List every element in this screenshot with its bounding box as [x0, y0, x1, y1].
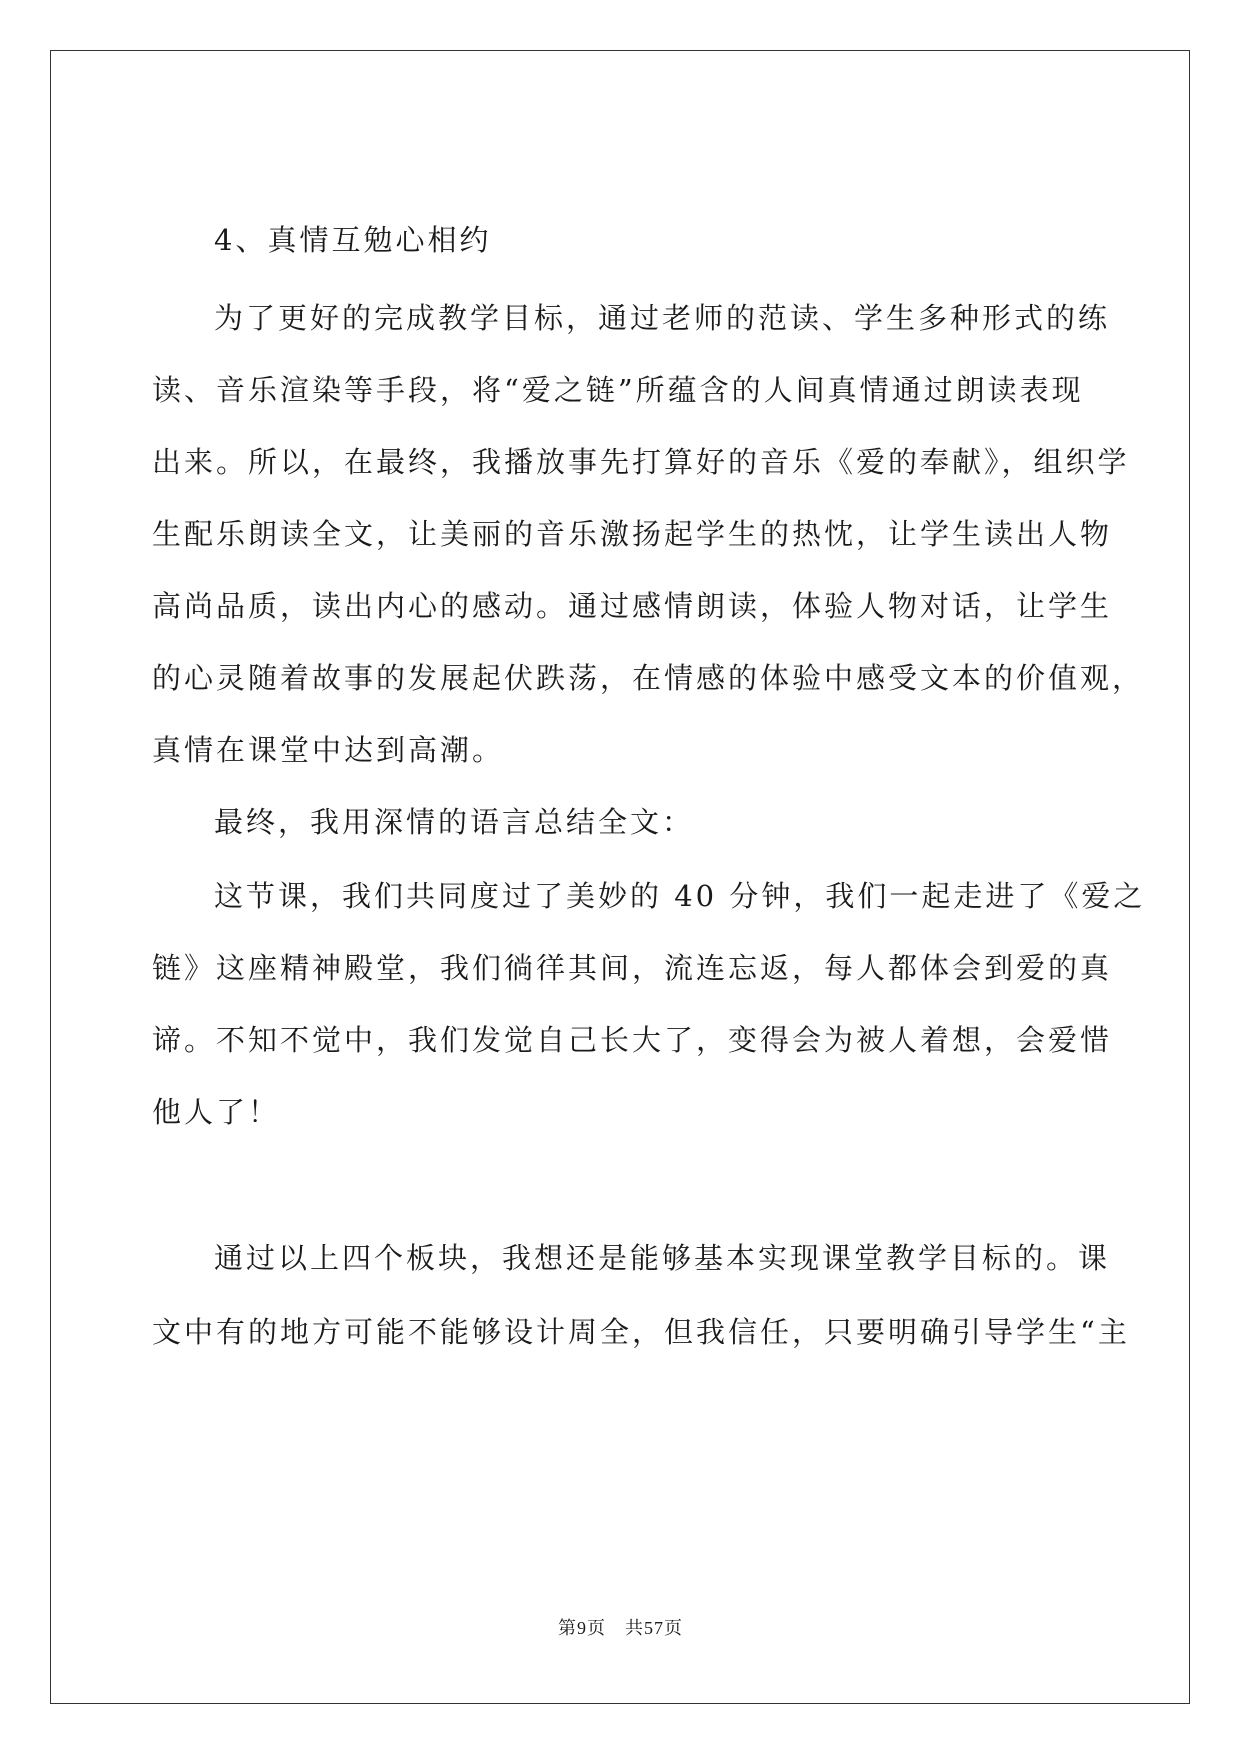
paragraph-line: 为了更好的完成教学目标，通过老师的范读、学生多种形式的练: [214, 301, 1111, 335]
page-current: 9: [577, 1618, 587, 1638]
paragraph-line: 读、音乐渲染等手段，将“爱之链”所蕴含的人间真情通过朗读表现: [152, 373, 1084, 407]
paragraph-line: 生配乐朗读全文，让美丽的音乐激扬起学生的热忱，让学生读出人物: [152, 517, 1113, 551]
page-suffix: 页: [664, 1618, 683, 1639]
paragraph-line: 的心灵随着故事的发展起伏跌荡，在情感的体验中感受文本的价值观，: [152, 661, 1145, 695]
paragraph-line: 真情在课堂中达到高潮。: [152, 733, 505, 767]
page-footer: [0, 1614, 1241, 1640]
page-prefix: 第: [558, 1618, 577, 1639]
paragraph-line: 高尚品质，读出内心的感动。通过感情朗读，体验人物对话，让学生: [152, 589, 1113, 623]
paragraph-line: 谛。不知不觉中，我们发觉自己长大了，变得会为被人着想，会爱惜: [152, 1023, 1113, 1057]
paragraph-line: 文中有的地方可能不能够设计周全，但我信任，只要明确引导学生“主: [152, 1315, 1130, 1349]
page-mid: 页 共: [587, 1618, 644, 1639]
paragraph-line: 最终，我用深情的语言总结全文：: [214, 805, 695, 839]
paragraph-line: 他人了！: [152, 1095, 281, 1129]
section-heading: 4、真情互勉心相约: [214, 223, 492, 257]
paragraph-line: 通过以上四个板块，我想还是能够基本实现课堂教学目标的。课: [214, 1241, 1111, 1275]
paragraph-line: 这节课，我们共同度过了美妙的 40 分钟，我们一起走进了《爱之: [214, 879, 1146, 913]
paragraph-line: 出来。所以，在最终，我播放事先打算好的音乐《爱的奉献》，组织学: [152, 445, 1130, 479]
page-total: 57: [644, 1618, 664, 1638]
paragraph-line: 链》这座精神殿堂，我们徜徉其间，流连忘返，每人都体会到爱的真: [152, 951, 1113, 985]
